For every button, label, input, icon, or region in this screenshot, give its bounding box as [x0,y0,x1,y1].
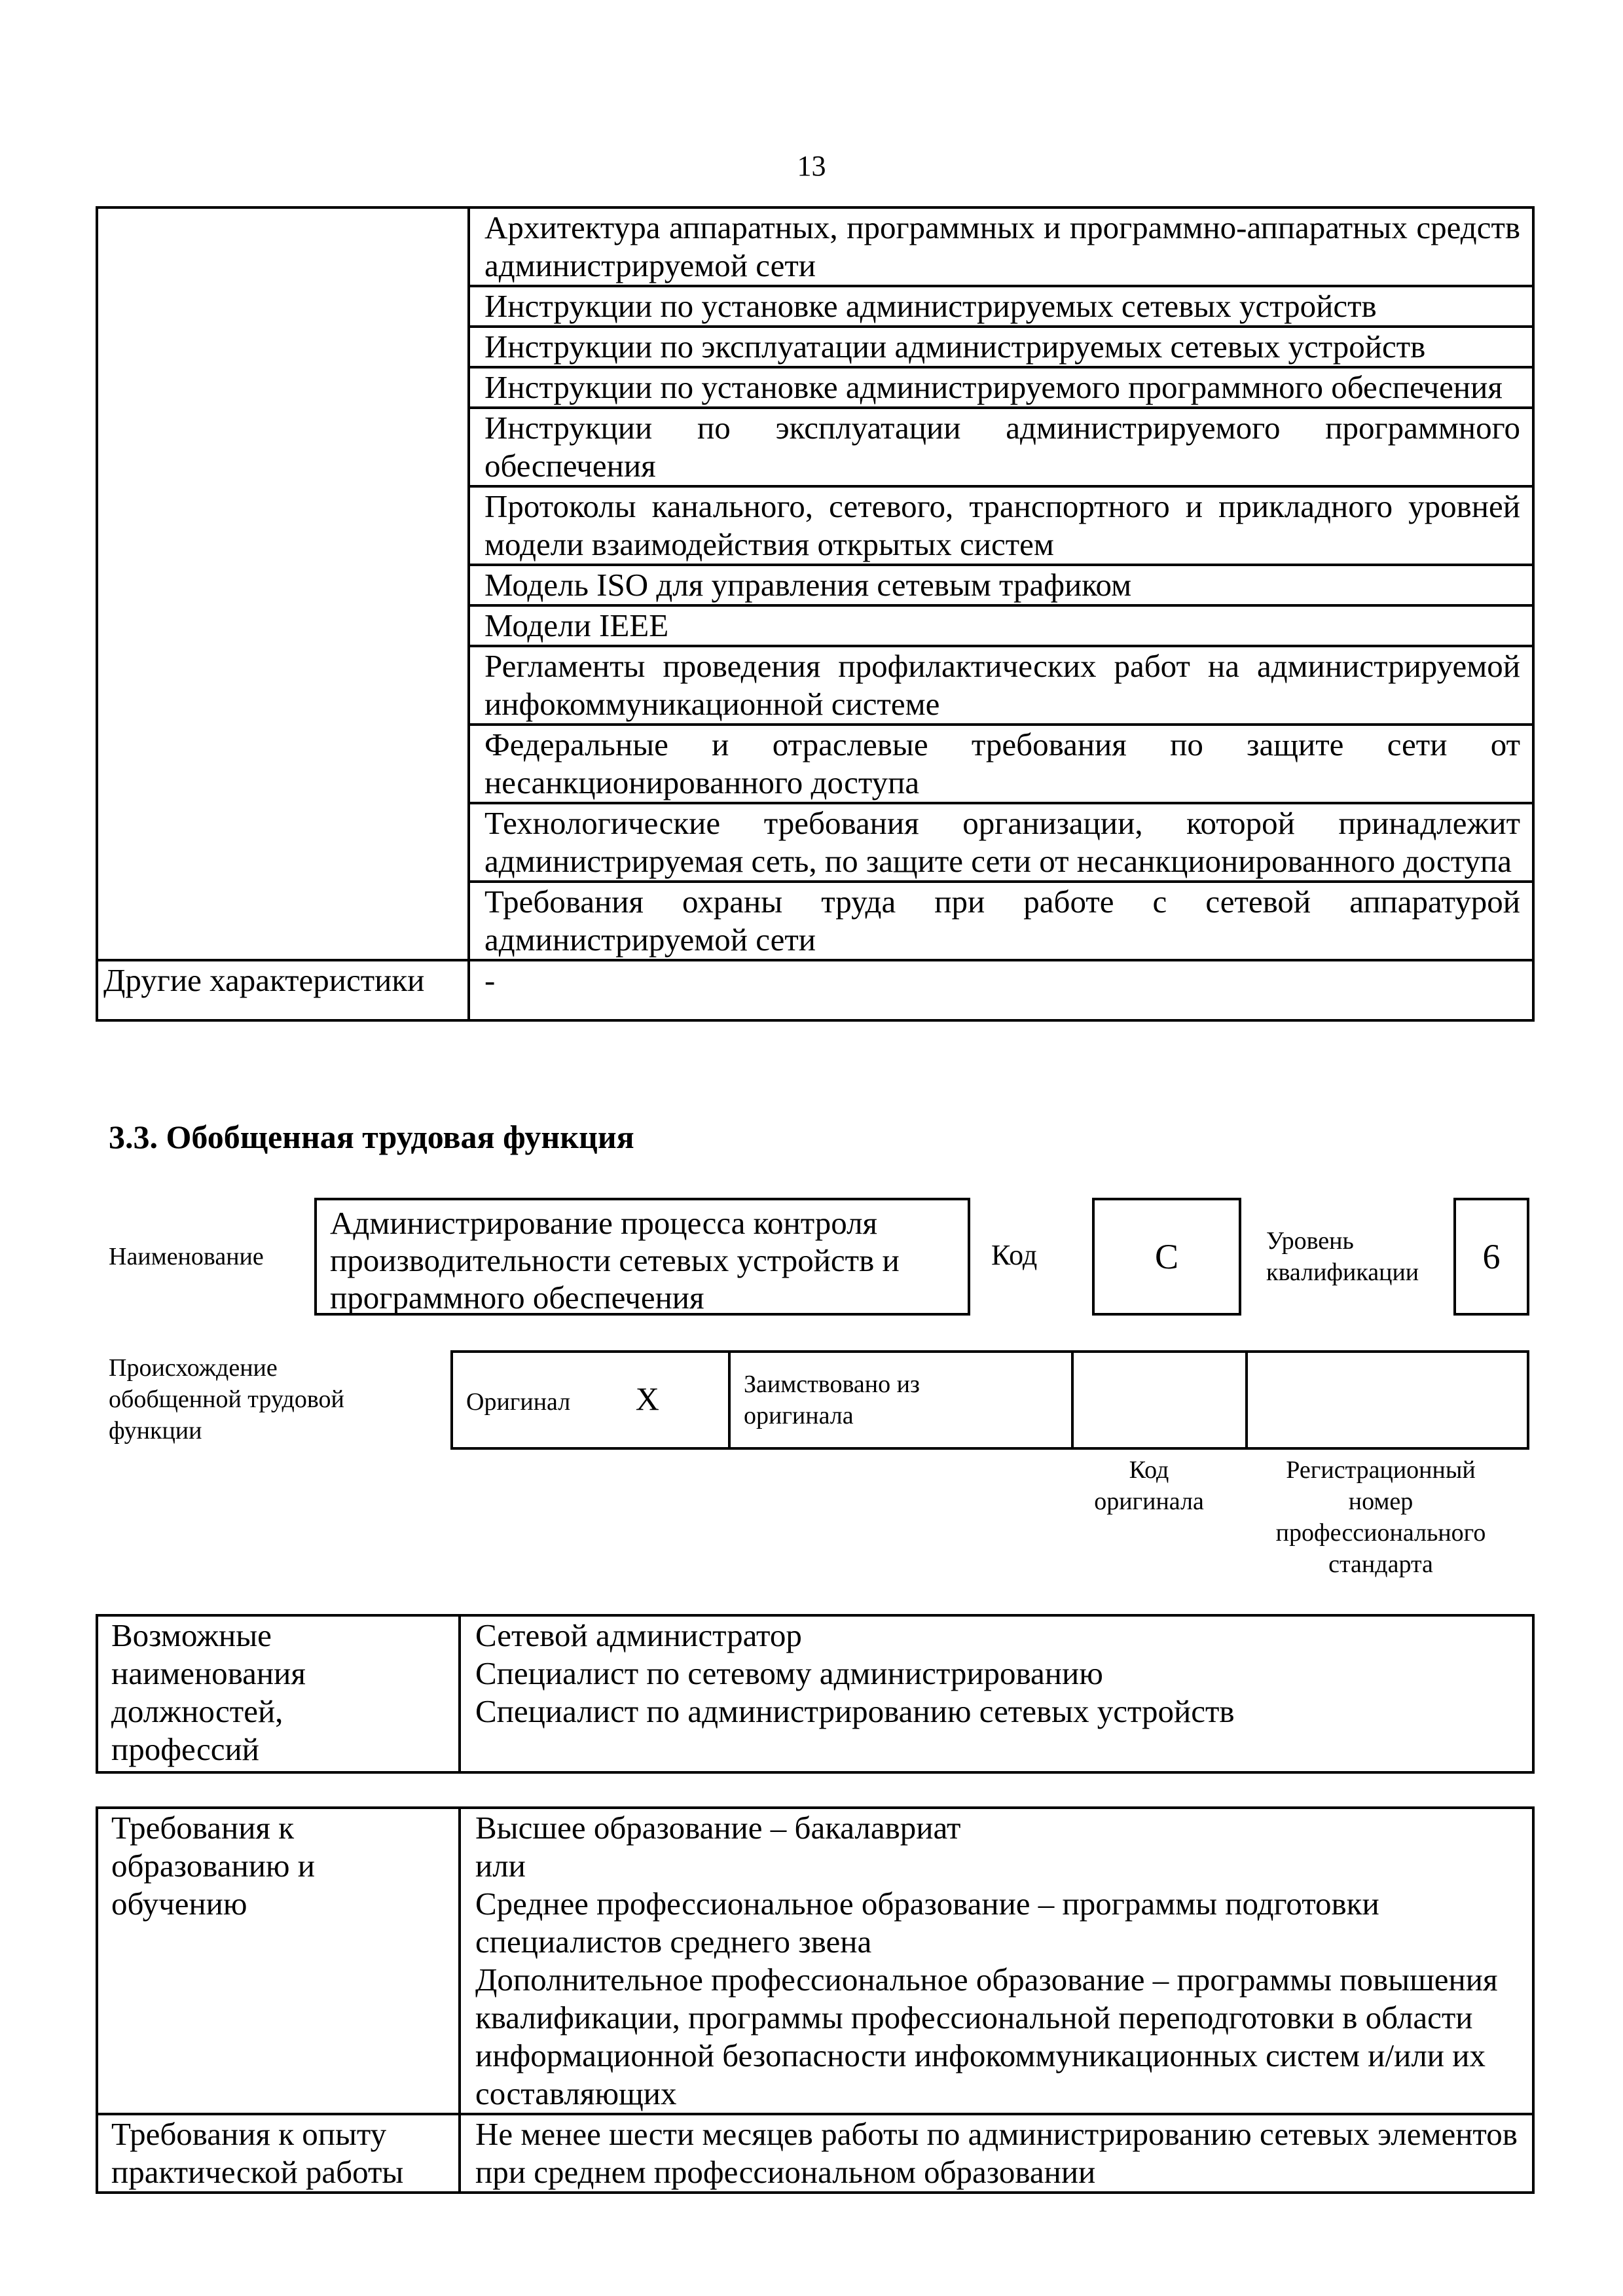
registration-number-caption [1235,1454,1527,1580]
knowledge-item: Инструкции по эксплуатации администрируемого программного обеспечения [469,408,1533,486]
positions-label-line: наименования [111,1655,306,1691]
positions-values-cell [460,1615,1533,1772]
knowledge-item: Федеральные и отраслевые требования по защите сети от несанкционированного доступа [469,725,1533,803]
positions-label-cell [97,1615,460,1772]
function-code-box: C [1092,1198,1241,1316]
registration-caption-line-4: стандарта [1328,1551,1433,1578]
education-requirement: Высшее образование – бакалавриат [475,1810,961,1846]
knowledge-item: Инструкции по эксплуатации администрируемых сетевых устройств [469,327,1533,367]
borrowed-label-line-2: оригинала [744,1402,854,1429]
function-name-box: Администрирование процесса контроля производительности сетевых устройств и программного обеспечения [314,1198,970,1316]
position-title: Специалист по сетевому администрированию [475,1655,1103,1691]
experience-label-line: Требования к опыту [111,2116,387,2152]
education-requirement: Дополнительное профессиональное образование – программы повышения квалификации, программы профессиональной переподготовки в области информационной безопасности инфокоммуникационных систем и/или их составляющих [475,1962,1498,2111]
level-label-line-2: квалификации [1266,1259,1419,1286]
original-label: Оригинал [466,1388,571,1416]
borrowed-cell [729,1352,1072,1448]
qualification-level-box: 6 [1453,1198,1529,1316]
other-characteristics-value: - [469,960,1533,1020]
experience-label-line: практической работы [111,2154,404,2190]
knowledge-item: Архитектура аппаратных, программных и программно-аппаратных средств администрируемой сети [469,207,1533,286]
knowledge-item: Инструкции по установке администрируемых сетевых устройств [469,286,1533,327]
name-label: Наименование [109,1243,264,1270]
original-code-caption [1063,1454,1235,1517]
original-code-caption-line-1: Код [1129,1456,1169,1484]
education-label-line: Требования к [111,1810,295,1846]
positions-label-line: Возможные [111,1617,272,1653]
knowledge-item: Инструкции по установке администрируемого программного обеспечения [469,367,1533,408]
registration-caption-line-2: номер [1348,1488,1413,1515]
experience-value: Не менее шести месяцев работы по администрированию сетевых элементов при среднем профессиональном образовании [460,2114,1533,2193]
page-number: 13 [797,150,826,182]
education-label-line: обучению [111,1886,247,1922]
registration-caption-line-1: Регистрационный [1286,1456,1476,1484]
knowledge-label-cell [97,207,469,960]
origin-label-line-2: обобщенной трудовой [109,1386,344,1413]
knowledge-table [96,206,1535,1022]
requirements-table [96,1806,1535,2194]
knowledge-item: Модели IEEE [469,605,1533,646]
original-cell [452,1352,729,1448]
education-label-cell [97,1808,460,2114]
positions-label-line: профессий [111,1731,259,1767]
other-characteristics-label: Другие характеристики [97,960,469,1020]
knowledge-item: Модель ISO для управления сетевым трафиком [469,565,1533,605]
position-title: Специалист по администрированию сетевых устройств [475,1693,1235,1729]
education-label-line: образованию и [111,1848,316,1884]
knowledge-item: Протоколы канального, сетевого, транспортного и прикладного уровней модели взаимодействия открытых систем [469,486,1533,565]
level-label-line-1: Уровень [1266,1227,1354,1255]
positions-label-line: должностей, [111,1693,283,1729]
origin-label-line-3: функции [109,1417,202,1444]
education-requirement: Среднее профессиональное образование – программы подготовки специалистов среднего звена [475,1886,1379,1960]
registration-caption-line-3: профессионального [1275,1519,1486,1547]
knowledge-item: Регламенты проведения профилактических работ на администрируемой инфокоммуникационной системе [469,646,1533,725]
original-code-cell [1072,1352,1247,1448]
positions-table [96,1614,1535,1774]
code-label: Код [991,1239,1038,1271]
origin-table [450,1350,1529,1450]
borrowed-label-line-1: Заимствовано из [744,1371,920,1398]
education-requirement: или [475,1848,526,1884]
education-values-cell [460,1808,1533,2114]
knowledge-item: Технологические требования организации, которой принадлежит администрируемая сеть, по защите сети от несанкционированного доступа [469,803,1533,882]
original-code-caption-line-2: оригинала [1094,1488,1204,1515]
origin-label-line-1: Происхождение [109,1354,278,1382]
position-title: Сетевой администратор [475,1617,802,1653]
knowledge-item: Требования охраны труда при работе с сетевой аппаратурой администрируемой сети [469,882,1533,960]
original-mark: X [635,1380,659,1417]
section-heading: 3.3. Обобщенная трудовая функция [109,1119,634,1155]
registration-number-cell [1247,1352,1528,1448]
experience-label-cell [97,2114,460,2193]
